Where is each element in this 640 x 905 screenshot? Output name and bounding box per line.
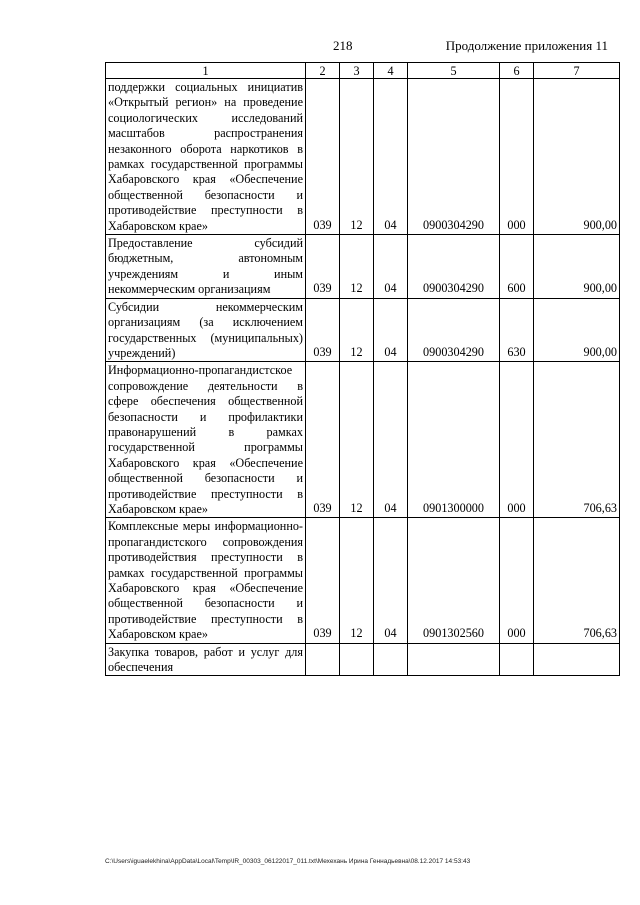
column-header: 7 [534,63,620,79]
target-item-cell: 0900304290 [408,235,500,299]
section-cell: 12 [340,518,374,643]
expense-type-cell: 000 [500,518,534,643]
target-item-cell: 0901300000 [408,362,500,518]
amount-cell: 900,00 [534,235,620,299]
section-cell: 12 [340,79,374,235]
admin-code-cell: 039 [306,362,340,518]
table-row [106,362,620,518]
table-header-row [106,63,620,79]
column-header: 6 [500,63,534,79]
table-row [106,643,620,676]
target-item-cell [408,643,500,676]
expense-type-cell [500,643,534,676]
admin-code-cell: 039 [306,79,340,235]
file-path-footer: C:\Users\iguaelekhina\AppData\Local\Temp\IR_00303_06122017_011.txt\Мехехань Ирина Геннадьевна\08.12.2017 14:53:43 [105,858,471,865]
continuation-note: Продолжение приложения 11 [445,38,608,53]
target-item-cell: 0900304290 [408,79,500,235]
row-name-cell: Предоставление субсидий бюджетным, автономным учреждениям и иным некоммерческим организациям [106,235,306,299]
column-header: 4 [374,63,408,79]
expense-type-cell: 000 [500,362,534,518]
admin-code-cell: 039 [306,298,340,362]
subsection-cell: 04 [374,518,408,643]
table-row [106,79,620,235]
amount-cell: 900,00 [534,79,620,235]
subsection-cell: 04 [374,235,408,299]
target-item-cell: 0901302560 [408,518,500,643]
expense-type-cell: 600 [500,235,534,299]
admin-code-cell: 039 [306,518,340,643]
row-name-cell: Закупка товаров, работ и услуг для обеспечения [106,643,306,676]
column-header: 2 [306,63,340,79]
row-name-cell: Субсидии некоммерческим организациям (за исключением государственных (муниципальных) учреждений) [106,298,306,362]
table-row [106,298,620,362]
expense-type-cell: 630 [500,298,534,362]
page-number: 218 [333,38,353,53]
column-header: 1 [106,63,306,79]
amount-cell: 900,00 [534,298,620,362]
subsection-cell [374,643,408,676]
subsection-cell: 04 [374,298,408,362]
row-name-cell: Комплексные меры информационно-пропагандистского сопровождения противодействия преступности в рамках государственной программы Хабаровского края «Обеспечение общественной безопасности и противодействие преступности в Хабаровском крае» [106,518,306,643]
amount-cell [534,643,620,676]
section-cell [340,643,374,676]
target-item-cell: 0900304290 [408,298,500,362]
table-row [106,235,620,299]
admin-code-cell [306,643,340,676]
admin-code-cell: 039 [306,235,340,299]
subsection-cell: 04 [374,362,408,518]
section-cell: 12 [340,235,374,299]
amount-cell: 706,63 [534,518,620,643]
section-cell: 12 [340,298,374,362]
row-name-cell: поддержки социальных инициатив «Открытый регион» на проведение социологических исследований масштабов распространения незаконного оборота наркотиков в рамках государственной программы Хабаровского края «Обеспечение общественной безопасности и противодействие преступности в Хабаровском крае» [106,79,306,235]
section-cell: 12 [340,362,374,518]
subsection-cell: 04 [374,79,408,235]
budget-table [105,62,620,676]
amount-cell: 706,63 [534,362,620,518]
table-row [106,518,620,643]
expense-type-cell: 000 [500,79,534,235]
column-header: 3 [340,63,374,79]
column-header: 5 [408,63,500,79]
row-name-cell: Информационно-пропагандистское сопровождение деятельности в сфере обеспечения общественной безопасности и профилактики правонарушений в рамках государственной программы Хабаровского края «Обеспечение общественной безопасности и противодействие преступности в Хабаровском крае» [106,362,306,518]
